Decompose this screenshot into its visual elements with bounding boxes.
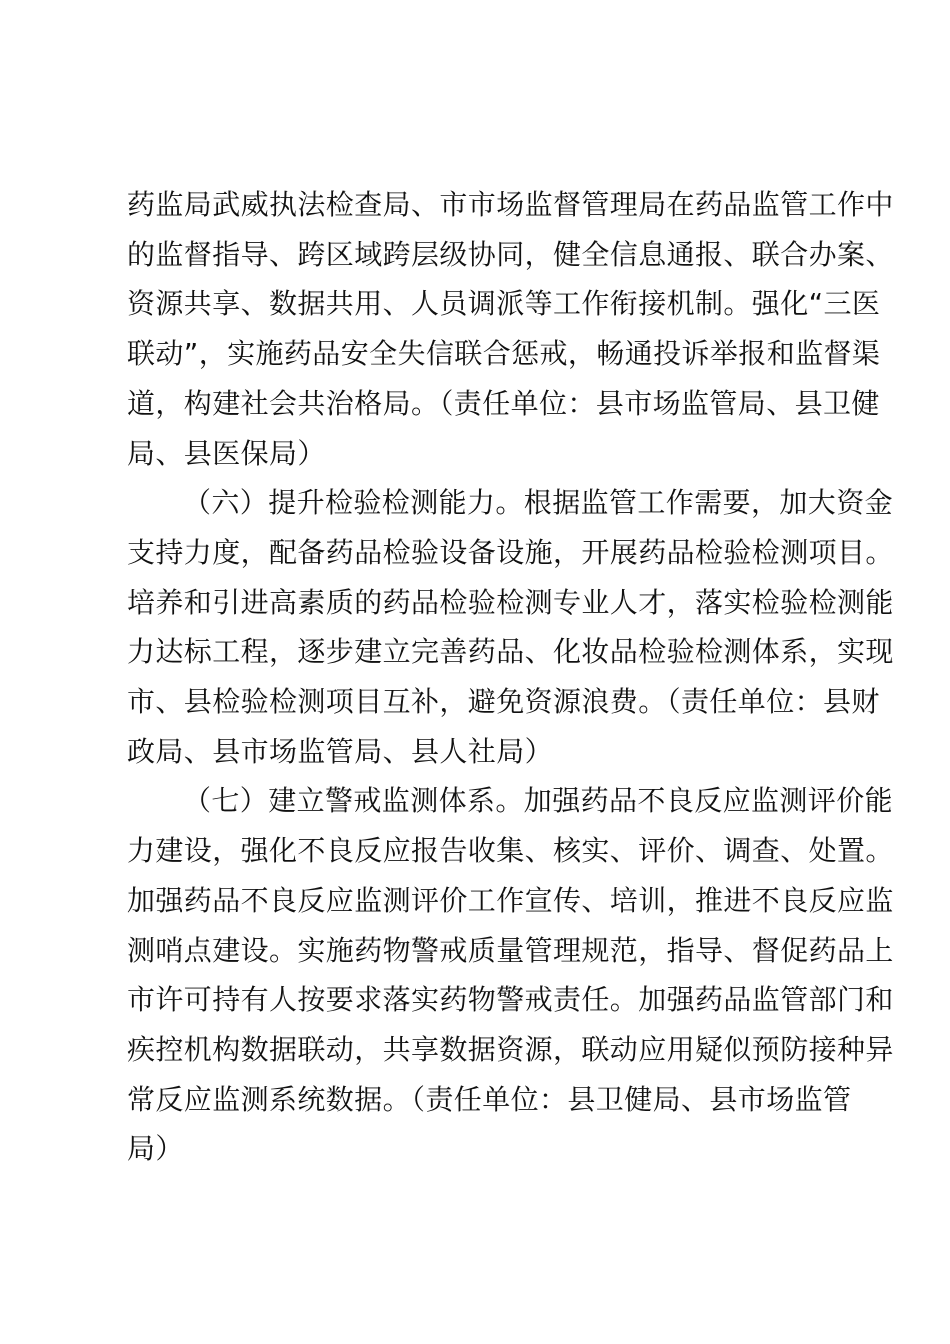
- text-line: 疾控机构数据联动，共享数据资源，联动应用疑似预防接种异: [127, 1032, 894, 1066]
- text-line: 政局、县市场监管局、县人社局）: [127, 734, 554, 768]
- text-line: 测哨点建设。实施药物警戒质量管理规范，指导、督促药品上: [127, 933, 894, 967]
- text-line: 局、县医保局）: [127, 436, 326, 470]
- text-line: 联动”，实施药品安全失信联合惩戒，畅通投诉举报和监督渠: [127, 337, 881, 371]
- paragraph-section-7: [127, 776, 894, 1174]
- text-line: 市、县检验检测项目互补，避免资源浪费。（责任单位：县财: [127, 685, 880, 719]
- text-line: 力达标工程，逐步建立完善药品、化妆品检验检测体系，实现: [127, 635, 894, 669]
- text-line: （七）建立警戒监测体系。加强药品不良反应监测评价能: [183, 784, 894, 818]
- text-line: 市许可持有人按要求落实药物警戒责任。加强药品监管部门和: [127, 983, 894, 1017]
- text-line: 的监督指导、跨区域跨层级协同，健全信息通报、联合办案、: [127, 237, 894, 271]
- text-line: 资源共享、数据共用、人员调派等工作衔接机制。强化“三医: [127, 287, 881, 321]
- text-line: 道，构建社会共治格局。（责任单位：县市场监管局、县卫健: [127, 386, 880, 420]
- document-body: [127, 180, 894, 1174]
- text-line: 培养和引进高素质的药品检验检测专业人才，落实检验检测能: [127, 585, 894, 619]
- paragraph-section-6: [127, 478, 894, 776]
- paragraph-coordination: [127, 180, 894, 478]
- text-line: 药监局武威执法检查局、市市场监督管理局在药品监管工作中: [127, 188, 894, 221]
- text-line: 支持力度，配备药品检验设备设施，开展药品检验检测项目。: [127, 535, 894, 569]
- text-line: 加强药品不良反应监测评价工作宣传、培训，推进不良反应监: [127, 883, 894, 917]
- text-line: 常反应监测系统数据。（责任单位：县卫健局、县市场监管: [127, 1082, 852, 1116]
- text-line: 局）: [127, 1132, 184, 1166]
- text-line: （六）提升检验检测能力。根据监管工作需要，加大资金: [183, 486, 894, 520]
- text-line: 力建设，强化不良反应报告收集、核实、评价、调查、处置。: [127, 834, 894, 868]
